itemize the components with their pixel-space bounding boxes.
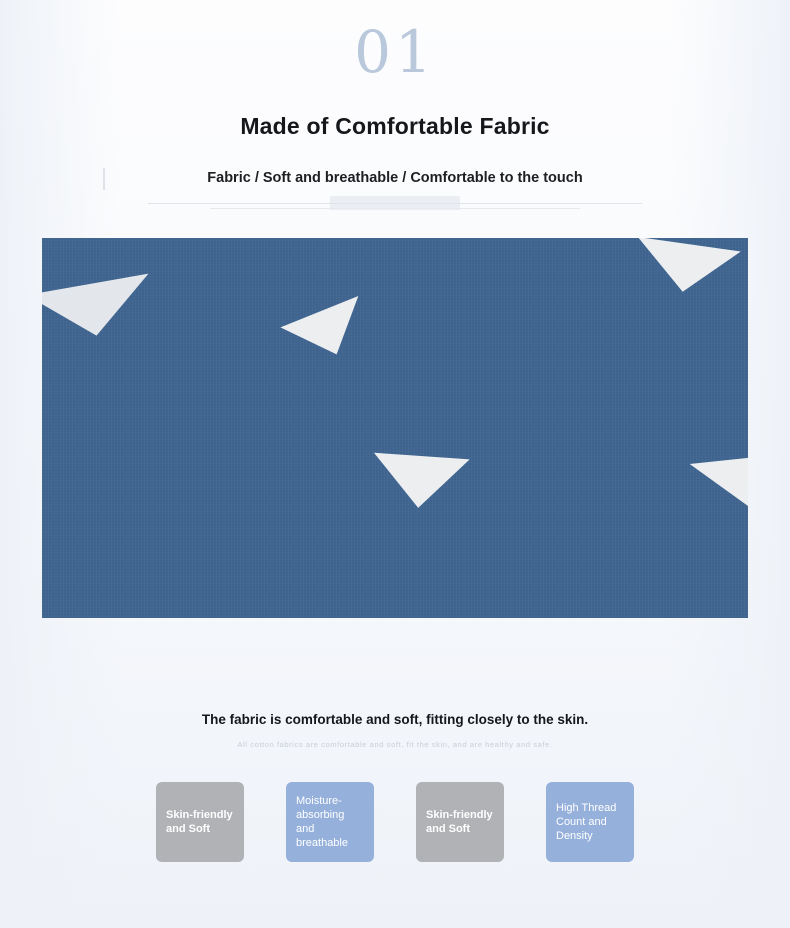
feature-tag: Moisture-absorbing and breathable <box>286 782 374 862</box>
fabric-swatch-image <box>42 238 748 618</box>
feature-tag: Skin-friendly and Soft <box>416 782 504 862</box>
divider-line <box>148 203 642 204</box>
section-subtitle: Fabric / Soft and breathable / Comfortable to the touch <box>207 170 583 186</box>
image-caption: The fabric is comfortable and soft, fitting closely to the skin. <box>201 712 589 727</box>
decorative-tick <box>103 168 105 190</box>
page-title: Made of Comfortable Fabric <box>240 113 550 139</box>
triangle-shape <box>370 453 469 512</box>
feature-tag-list <box>0 782 790 862</box>
section-number: 01 <box>354 18 436 86</box>
image-caption-subtext: All cotton fabrics are comfortable and soft, fit the skin, and are healthy and safe. <box>237 740 553 749</box>
feature-tag: Skin-friendly and Soft <box>156 782 244 862</box>
feature-tag: High Thread Count and Density <box>546 782 634 862</box>
divider-line-secondary <box>210 208 580 209</box>
